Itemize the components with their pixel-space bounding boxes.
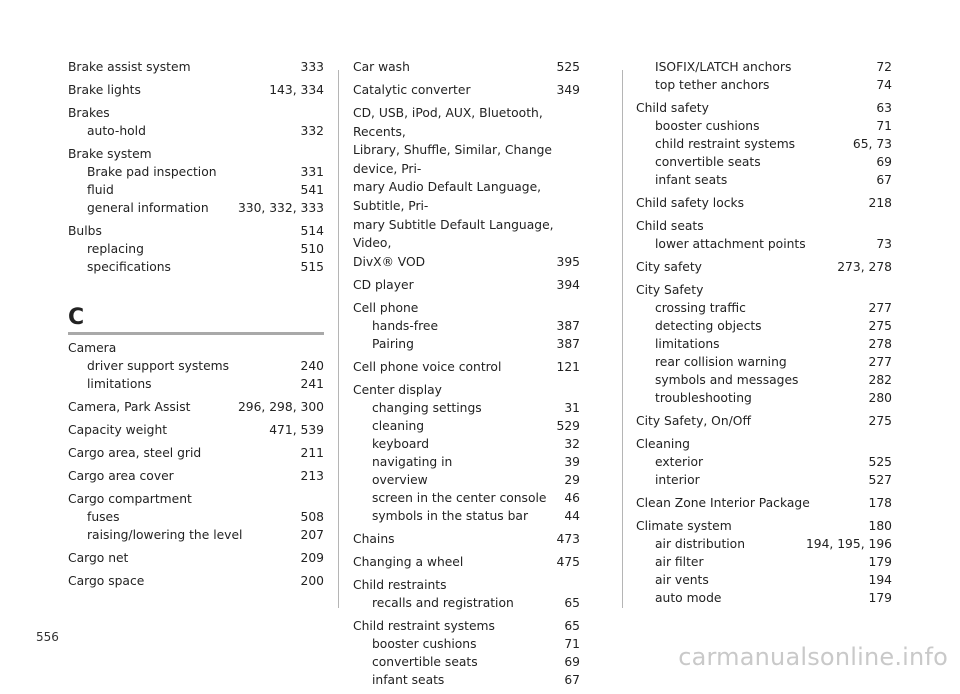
index-subentry-pages: 241: [300, 377, 324, 391]
index-subentry-pages: 510: [300, 242, 324, 256]
index-pages: 65: [564, 618, 580, 633]
index-term-line: Library, Shuffle, Similar, Change device, Pri-: [353, 143, 553, 176]
index-subentry-term: replacing: [87, 242, 144, 256]
index-term: Catalytic converter: [353, 83, 471, 97]
index-term: Camera, Park Assist: [68, 400, 191, 414]
index-subentry-row: [636, 235, 892, 253]
index-subentry-term: booster cushions: [655, 119, 760, 133]
index-subentry-pages: 69: [564, 654, 580, 669]
column-divider: [338, 70, 339, 608]
index-entry: [68, 58, 324, 76]
index-subentry-pages: 65: [564, 595, 580, 610]
index-term: Child seats: [636, 219, 704, 233]
index-subentry-pages: 72: [876, 60, 892, 74]
index-subentry-row: [353, 453, 580, 471]
index-subentry-pages: 280: [868, 391, 892, 405]
index-subentry-row: [353, 507, 580, 525]
index-subentry-term: infant seats: [372, 672, 445, 687]
index-row: [68, 145, 324, 163]
index-row: [68, 467, 324, 485]
index-pages: 121: [556, 359, 580, 374]
index-entry: [636, 217, 892, 253]
index-subentry-pages: 69: [876, 155, 892, 169]
index-subentry-term: navigating in: [372, 454, 453, 469]
index-subentry-term: symbols in the status bar: [372, 508, 529, 523]
index-entry: [68, 467, 324, 485]
index-column-3: [636, 58, 892, 612]
index-pages: 211: [300, 446, 324, 460]
index-row: [68, 421, 324, 439]
index-subentry-row: [353, 653, 580, 671]
index-term: Child restraints: [353, 577, 447, 592]
index-term: Changing a wheel: [353, 554, 464, 569]
index-pages: 275: [868, 414, 892, 428]
index-subentry-row: [68, 181, 324, 199]
index-subentry-term: recalls and registration: [372, 595, 514, 610]
index-pages: 200: [300, 574, 324, 588]
index-subentry-pages: 207: [300, 528, 324, 542]
index-term: Cell phone voice control: [353, 359, 502, 374]
index-subentry-pages: 73: [876, 237, 892, 251]
index-entry: [353, 530, 580, 548]
index-subentry-pages: 541: [300, 183, 324, 197]
index-column-1: [68, 58, 324, 595]
index-subentry-pages: 31: [564, 400, 580, 415]
index-pages: 213: [300, 469, 324, 483]
index-subentry-term: detecting objects: [655, 319, 762, 333]
index-subentry-row: [353, 594, 580, 612]
index-pages: 180: [868, 519, 892, 533]
index-subentry-pages: 277: [868, 355, 892, 369]
index-term: Chains: [353, 531, 395, 546]
index-entry: [636, 435, 892, 489]
index-subentry-row: [68, 258, 324, 276]
index-subentry-row: [68, 163, 324, 181]
index-subentry-pages: 278: [868, 337, 892, 351]
index-term: Brake lights: [68, 83, 141, 97]
index-term: Camera: [68, 341, 117, 355]
index-pages: 514: [300, 224, 324, 238]
index-subentry-row: [636, 353, 892, 371]
index-term: Child safety locks: [636, 196, 745, 210]
index-subentry-term: air vents: [655, 573, 709, 587]
index-pages: 525: [556, 60, 580, 74]
index-subentry-pages: 194, 195, 196: [805, 537, 892, 551]
index-subentry-term: troubleshooting: [655, 391, 752, 405]
index-term: Cargo net: [68, 551, 129, 565]
index-term: Child restraint systems: [353, 618, 495, 633]
index-row: [353, 576, 580, 594]
index-term-line: mary Audio Default Language, Subtitle, Pri-: [353, 180, 542, 213]
index-pages: 273, 278: [837, 260, 892, 274]
index-pages: 471, 539: [269, 423, 324, 437]
index-row: [68, 104, 324, 122]
index-row: [353, 530, 580, 548]
index-subentry-term: auto mode: [655, 591, 722, 605]
index-term: Center display: [353, 382, 442, 397]
index-subentry-pages: 71: [564, 636, 580, 651]
index-subentry-term: symbols and messages: [655, 373, 799, 387]
index-row: [636, 258, 892, 276]
index-subentry-row: [353, 671, 580, 689]
index-entry: [68, 145, 324, 217]
index-row: [353, 617, 580, 635]
index-subentry-row: [353, 417, 580, 435]
index-entry: [68, 490, 324, 544]
column-divider: [622, 70, 623, 608]
index-entry: [353, 58, 580, 76]
index-term: City Safety: [636, 283, 704, 297]
index-subentry-row: [353, 435, 580, 453]
index-subentry-row: [68, 357, 324, 375]
index-entry: [636, 281, 892, 407]
index-pages: 333: [300, 60, 324, 74]
index-subentry-pages: 527: [868, 473, 892, 487]
index-subentry-row: [636, 317, 892, 335]
index-subentry-row: [353, 317, 580, 335]
index-row: [636, 435, 892, 453]
index-term: Cargo space: [68, 574, 145, 588]
index-subentry-pages: 508: [300, 510, 324, 524]
index-entry: [636, 412, 892, 430]
index-subentry-row: [636, 76, 892, 94]
index-row: [68, 339, 324, 357]
index-subentry-pages: 387: [556, 336, 580, 351]
index-subentry-row: [636, 135, 892, 153]
index-entry: [353, 576, 580, 612]
index-term: Brake system: [68, 147, 152, 161]
index-subentry-row: [636, 453, 892, 471]
index-subentry-term: convertible seats: [655, 155, 761, 169]
index-subentry-term: Brake pad inspection: [87, 165, 217, 179]
index-subentry-term: raising/lowering the level: [87, 528, 243, 542]
index-subentry-term: overview: [372, 472, 428, 487]
index-term: Cargo area, steel grid: [68, 446, 202, 460]
index-subentry-pages: 71: [876, 119, 892, 133]
page-number: 556: [36, 630, 59, 644]
index-term: Cleaning: [636, 437, 690, 451]
index-row: [353, 58, 580, 76]
index-subentry-row: [636, 389, 892, 407]
index-row: [636, 194, 892, 212]
index-subentry-row: [68, 375, 324, 393]
index-entry: [68, 421, 324, 439]
index-entry: [68, 222, 324, 276]
index-subentry-pages: 29: [564, 472, 580, 487]
index-subentry-row: [636, 153, 892, 171]
index-pages: 395: [556, 254, 580, 269]
index-entry: [636, 58, 892, 94]
index-subentry-pages: 525: [868, 455, 892, 469]
index-pages: 63: [876, 101, 892, 115]
index-pages: 143, 334: [269, 83, 324, 97]
index-subentry-term: screen in the center console: [372, 490, 547, 505]
index-entry: [636, 258, 892, 276]
index-subentry-term: air filter: [655, 555, 704, 569]
index-subentry-pages: 67: [876, 173, 892, 187]
index-entry: [68, 444, 324, 462]
index-subentry-term: cleaning: [372, 418, 425, 433]
index-subentry-pages: 331: [300, 165, 324, 179]
index-term: Climate system: [636, 519, 732, 533]
index-term: Brake assist system: [68, 60, 191, 74]
index-subentry-pages: 46: [564, 490, 580, 505]
index-subentry-term: limitations: [655, 337, 720, 351]
index-entry: [68, 339, 324, 393]
index-entry: [636, 194, 892, 212]
index-pages: 178: [868, 496, 892, 510]
index-entry: [353, 104, 580, 271]
index-subentry-row: [636, 535, 892, 553]
index-row: [68, 572, 324, 590]
index-subentry-row: [68, 199, 324, 217]
index-subentry-term: driver support systems: [87, 359, 230, 373]
index-row: [68, 398, 324, 416]
index-pages: 209: [300, 551, 324, 565]
index-subentry-term: child restraint systems: [655, 137, 796, 151]
index-subentry-pages: 387: [556, 318, 580, 333]
index-entry: [68, 549, 324, 567]
index-subentry-row: [68, 240, 324, 258]
index-subentry-term: convertible seats: [372, 654, 478, 669]
index-subentry-term: ISOFIX/LATCH anchors: [655, 60, 792, 74]
index-subentry-term: changing settings: [372, 400, 482, 415]
index-subentry-pages: 74: [876, 78, 892, 92]
index-subentry-pages: 282: [868, 373, 892, 387]
index-subentry-row: [68, 122, 324, 140]
index-entry: [353, 381, 580, 525]
index-row: [353, 381, 580, 399]
index-row: [68, 222, 324, 240]
index-subentry-term: lower attachment points: [655, 237, 806, 251]
index-row: [353, 253, 580, 271]
index-row: [68, 81, 324, 99]
index-subentry-row: [68, 526, 324, 544]
index-pages: 394: [556, 277, 580, 292]
index-subentry-row: [353, 489, 580, 507]
index-row: [636, 494, 892, 512]
index-subentry-row: [353, 335, 580, 353]
index-entry: [353, 553, 580, 571]
index-subentry-row: [636, 589, 892, 607]
index-subentry-row: [353, 471, 580, 489]
index-term-line: mary Subtitle Default Language, Video,: [353, 217, 554, 251]
index-column-2: [353, 58, 580, 694]
index-row: [353, 81, 580, 99]
index-row: [636, 517, 892, 535]
index-row: [353, 299, 580, 317]
index-entry: [636, 517, 892, 607]
index-entry: [353, 617, 580, 689]
index-term: Cargo area cover: [68, 469, 174, 483]
index-term: Cell phone: [353, 300, 419, 315]
index-subentry-term: top tether anchors: [655, 78, 770, 92]
watermark: carmanualsonline.info: [678, 643, 948, 671]
index-subentry-term: limitations: [87, 377, 152, 391]
index-row: [636, 217, 892, 235]
index-subentry-term: hands-free: [372, 318, 439, 333]
index-subentry-row: [636, 117, 892, 135]
index-subentry-term: specifications: [87, 260, 171, 274]
index-pages: 349: [556, 83, 580, 97]
index-term: Child safety: [636, 101, 709, 115]
index-row: [68, 58, 324, 76]
index-subentry-row: [636, 553, 892, 571]
index-term: City Safety, On/Off: [636, 414, 751, 428]
index-subentry-pages: 32: [564, 436, 580, 451]
index-pages: 475: [556, 554, 580, 569]
index-entry: [353, 81, 580, 99]
index-subentry-pages: 515: [300, 260, 324, 274]
index-subentry-row: [353, 635, 580, 653]
index-row: [636, 99, 892, 117]
index-term-line: CD, USB, iPod, AUX, Bluetooth, Recents,: [353, 106, 543, 139]
index-term: Capacity weight: [68, 423, 168, 437]
index-subentry-pages: 277: [868, 301, 892, 315]
index-row: [68, 490, 324, 508]
index-entry: [636, 99, 892, 189]
index-subentry-term: rear collision warning: [655, 355, 787, 369]
index-pages: 473: [556, 531, 580, 546]
index-entry: [636, 494, 892, 512]
index-entry: [68, 81, 324, 99]
index-subentry-pages: 179: [868, 555, 892, 569]
index-subentry-term: exterior: [655, 455, 704, 469]
index-entry: [353, 358, 580, 376]
index-subentry-row: [636, 171, 892, 189]
index-subentry-term: fuses: [87, 510, 120, 524]
index-subentry-pages: 529: [556, 418, 580, 433]
index-term: Clean Zone Interior Package: [636, 496, 810, 510]
index-subentry-term: general information: [87, 201, 209, 215]
index-subentry-pages: 179: [868, 591, 892, 605]
index-subentry-row: [636, 571, 892, 589]
index-term: City safety: [636, 260, 702, 274]
index-subentry-term: crossing traffic: [655, 301, 746, 315]
index-row: [353, 358, 580, 376]
index-subentry-row: [636, 471, 892, 489]
index-subentry-row: [636, 335, 892, 353]
index-subentry-term: air distribution: [655, 537, 745, 551]
index-entry: [68, 104, 324, 140]
index-subentry-pages: 275: [868, 319, 892, 333]
index-row: [68, 444, 324, 462]
index-subentry-term: keyboard: [372, 436, 430, 451]
index-row: [353, 553, 580, 571]
index-row: [636, 412, 892, 430]
index-subentry-term: interior: [655, 473, 700, 487]
index-row: [353, 276, 580, 294]
index-subentry-pages: 332: [300, 124, 324, 138]
index-subentry-pages: 67: [564, 672, 580, 687]
index-subentry-pages: 39: [564, 454, 580, 469]
index-subentry-pages: 65, 73: [852, 137, 892, 151]
section-header: [68, 306, 324, 335]
index-term: Car wash: [353, 60, 410, 74]
index-entry: [353, 299, 580, 353]
index-entry: [353, 276, 580, 294]
index-row: [68, 549, 324, 567]
index-subentry-pages: 44: [564, 508, 580, 523]
section-rule: [68, 332, 324, 335]
index-term: Brakes: [68, 106, 110, 120]
index-pages: 218: [868, 196, 892, 210]
index-subentry-term: fluid: [87, 183, 114, 197]
index-subentry-row: [68, 508, 324, 526]
index-subentry-row: [636, 58, 892, 76]
index-entry: [68, 572, 324, 590]
index-subentry-term: infant seats: [655, 173, 728, 187]
index-pages: 296, 298, 300: [237, 400, 324, 414]
index-subentry-term: auto-hold: [87, 124, 146, 138]
index-term: Bulbs: [68, 224, 102, 238]
index-subentry-pages: 194: [868, 573, 892, 587]
index-subentry-term: booster cushions: [372, 636, 477, 651]
index-subentry-row: [636, 371, 892, 389]
index-subentry-row: [353, 399, 580, 417]
index-term: CD player: [353, 277, 414, 292]
index-subentry-term: Pairing: [372, 336, 414, 351]
section-letter: C: [68, 305, 85, 330]
index-subentry-pages: 240: [300, 359, 324, 373]
index-entry: [68, 398, 324, 416]
index-subentry-row: [636, 299, 892, 317]
index-row: [636, 281, 892, 299]
index-subentry-pages: 330, 332, 333: [237, 201, 324, 215]
index-term: Cargo compartment: [68, 492, 192, 506]
index-term: DivX® VOD: [353, 254, 426, 269]
